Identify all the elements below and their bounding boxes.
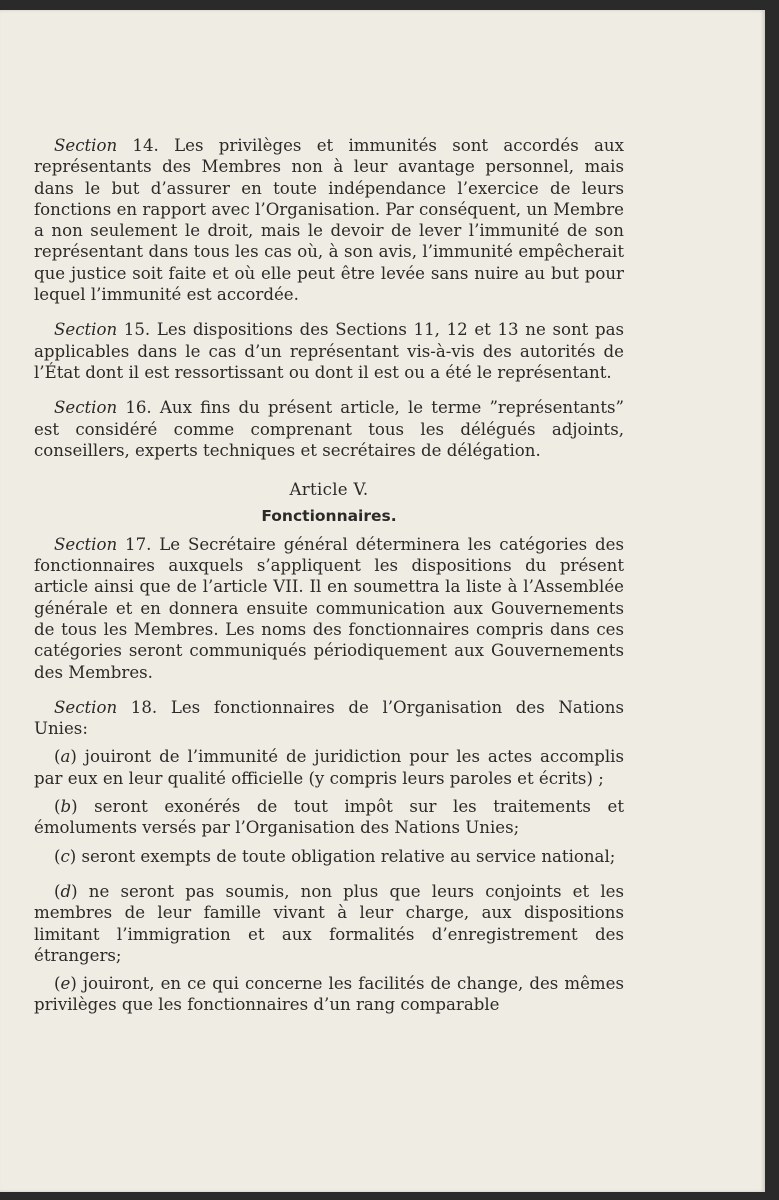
item-paren-open: (: [54, 974, 61, 994]
section-text: Le Secrétaire général déterminera les catégories des fonctionnaires auxquels s’appliquent les dispositions du présent article ainsi que de l’article VII. Il en soumettra la liste à l’Assemblée générale et en donnera ensuite communication aux Gouvernements de tous les Membres. Les noms des fonctionnaires compris dans ces catégories seront communiqués périodiquement aux Gouvernements des Membres.: [34, 534, 624, 682]
list-item-b: [34, 796, 624, 839]
item-letter: d: [60, 881, 72, 901]
section-text: Les dispositions des Sections 11, 12 et 13 ne sont pas applicables dans le cas d’un représentant vis-à-vis des autorités de l’État dont il est ressortissant ou dont il est ou a été le représentant.: [34, 320, 624, 382]
section-number: 14.: [117, 136, 159, 155]
section-text: Aux fins du présent article, le terme ”représentants” est considéré comme comprenant tous les délégués adjoints, conseillers, experts techniques et secrétaires de délégation.: [34, 398, 624, 460]
item-text: seront exonérés de tout impôt sur les traitements et émoluments versés par l’Organisation des Nations Unies;: [34, 797, 624, 838]
section-number: 16.: [117, 398, 152, 418]
section-number: 17.: [117, 534, 152, 554]
item-letter: b: [60, 797, 72, 817]
section-label: Section: [54, 398, 118, 418]
list-item-e: [34, 973, 624, 1016]
item-text: ne seront pas soumis, non plus que leurs conjoints et les membres de leur famille vivant à leur charge, aux dispositions limitant l’immigration et aux formalités d’enregistrement des étrangers;: [34, 881, 624, 965]
section-text: Les privilèges et immunités sont accordés aux représentants des Membres non à leur avantage personnel, mais dans le but d’assurer en toute indépendance l’exercice de leurs fonctions en rapport avec l’Organisation. Par conséquent, un Membre a non seulement le droit, mais le devoir de lever l’immunité de son représentant dans tous les cas où, à son avis, l’immunité empêcherait que justice soit faite et où elle peut être levée sans nuire au but pour lequel l’immunité est accordée.: [34, 136, 624, 305]
article-heading: Fonctionnaires.: [261, 507, 397, 526]
section-number: 15.: [117, 320, 151, 340]
item-letter: a: [60, 747, 71, 767]
section-18-paragraph: [34, 697, 624, 740]
item-paren-close: ): [71, 797, 78, 817]
section-16-paragraph: [34, 397, 624, 461]
document-page: [0, 10, 765, 1192]
item-paren-open: (: [54, 797, 61, 817]
item-paren-close: ): [70, 974, 77, 994]
list-item-a: [34, 746, 624, 789]
item-text: seront exempts de toute obligation relative au service national;: [76, 846, 616, 866]
item-text: jouiront, en ce qui concerne les facilités de change, des mêmes privilèges que les fonctionnaires d’un rang comparable: [34, 974, 624, 1015]
section-label: Section: [54, 320, 118, 340]
item-letter: c: [60, 846, 70, 866]
item-text: jouiront de l’immunité de juridiction pour les actes accomplis par eux en leur qualité officielle (y compris leurs paroles et écrits) ;: [34, 747, 624, 788]
item-paren-open: (: [54, 747, 61, 767]
list-item-d: [34, 881, 624, 966]
item-paren-close: ): [69, 846, 77, 866]
section-15-paragraph: [34, 319, 624, 383]
item-letter: e: [60, 974, 71, 994]
item-paren-open: (: [54, 881, 61, 901]
section-text: Les fonctionnaires de l’Organisation des Nations Unies:: [34, 697, 624, 739]
section-14-paragraph: [34, 135, 624, 305]
section-17-paragraph: [34, 534, 624, 683]
item-paren-close: ): [71, 881, 78, 901]
section-label: Section: [54, 136, 118, 155]
article-title: Article V.: [289, 480, 369, 500]
item-paren-close: ): [70, 747, 77, 767]
section-number: 18.: [117, 697, 158, 717]
section-label: Section: [54, 697, 118, 717]
document-body: [34, 135, 624, 1023]
section-label: Section: [54, 534, 118, 554]
item-paren-open: (: [54, 846, 61, 866]
list-item-c: [34, 846, 624, 867]
